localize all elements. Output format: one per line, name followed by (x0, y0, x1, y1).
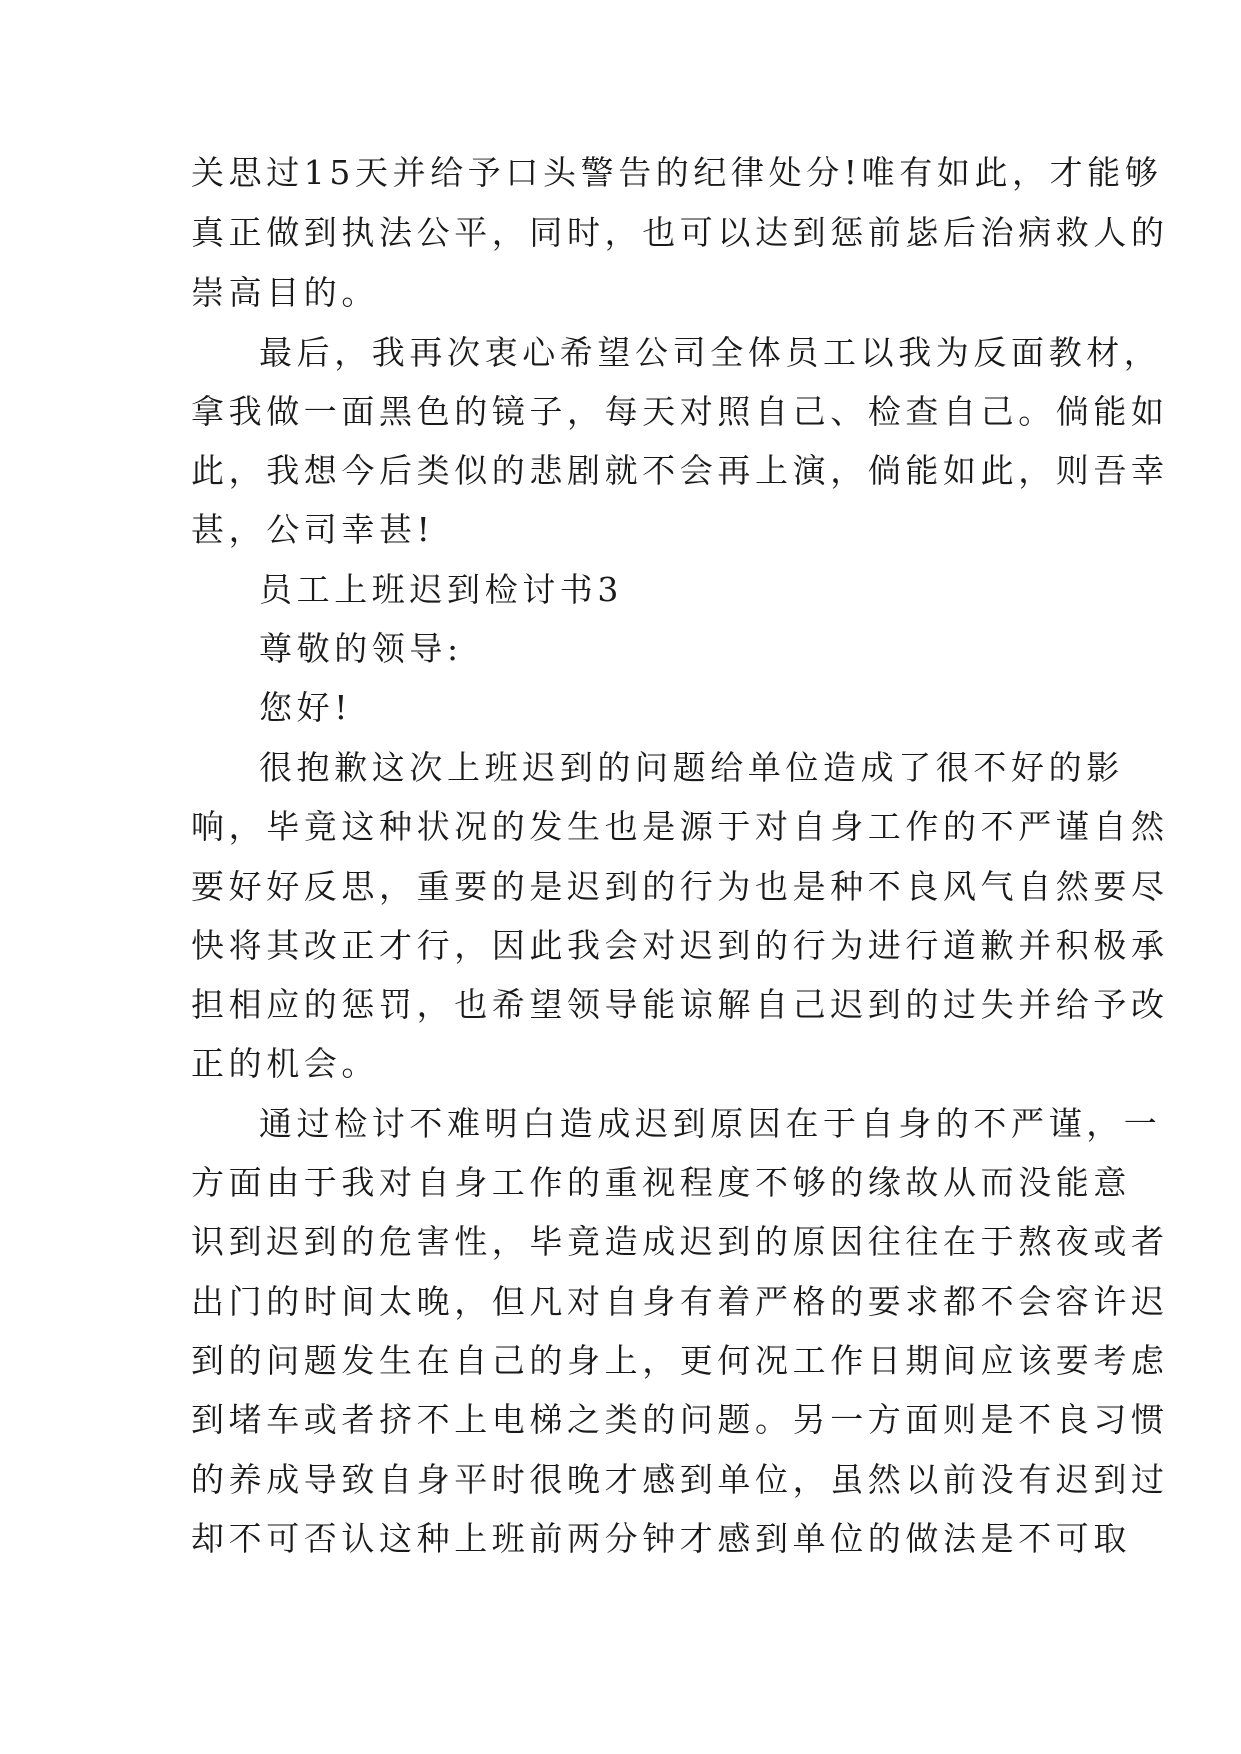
text-line: 到堵车或者挤不上电梯之类的问题。另一方面则是不良习惯 (191, 1400, 1169, 1439)
text-line: 方面由于我对自身工作的重视程度不够的缘故从而没能意 (191, 1163, 1131, 1202)
salutation: 尊敬的领导: (259, 629, 463, 668)
text-line: 真正做到执法公平，同时，也可以达到惩前毖后治病救人的 (191, 213, 1169, 252)
text-line: 关思过15天并给予口头警告的纪律处分!唯有如此，才能够 (191, 153, 1163, 192)
paragraph-first-line: 最后，我再次衷心希望公司全体员工以我为反面教材， (259, 333, 1162, 372)
text-line: 的养成导致自身平时很晚才感到单位，虽然以前没有迟到过 (191, 1460, 1169, 1499)
paragraph-first-line: 很抱歉这次上班迟到的问题给单位造成了很不好的影 (259, 748, 1124, 787)
greeting: 您好! (259, 688, 353, 727)
text-line: 识到迟到的危害性，毕竟造成迟到的原因往往在于熬夜或者 (191, 1222, 1169, 1261)
text-line: 要好好反思，重要的是迟到的行为也是种不良风气自然要尽 (191, 867, 1169, 906)
text-line: 出门的时间太晚，但凡对自身有着严格的要求都不会容许迟 (191, 1282, 1169, 1321)
text-line: 快将其改正才行，因此我会对迟到的行为进行道歉并积极承 (191, 926, 1169, 965)
text-line: 响，毕竟这种状况的发生也是源于对自身工作的不严谨自然 (191, 807, 1169, 846)
text-line: 担相应的惩罚，也希望领导能谅解自己迟到的过失并给予改 (191, 985, 1169, 1024)
text-line: 甚，公司幸甚! (191, 510, 435, 549)
paragraph-first-line: 通过检讨不难明白造成迟到原因在于自身的不严谨，一 (259, 1104, 1162, 1143)
section-heading: 员工上班迟到检讨书3 (259, 570, 623, 609)
text-line: 到的问题发生在自己的身上，更何况工作日期间应该要考虑 (191, 1341, 1169, 1380)
text-line: 崇高目的。 (191, 273, 379, 312)
text-line: 却不可否认这种上班前两分钟才感到单位的做法是不可取 (191, 1519, 1131, 1558)
text-line: 拿我做一面黑色的镜子，每天对照自己、检查自己。倘能如 (191, 392, 1169, 431)
text-line: 此，我想今后类似的悲剧就不会再上演，倘能如此，则吾幸 (191, 451, 1169, 490)
text-line: 正的机会。 (191, 1044, 379, 1083)
